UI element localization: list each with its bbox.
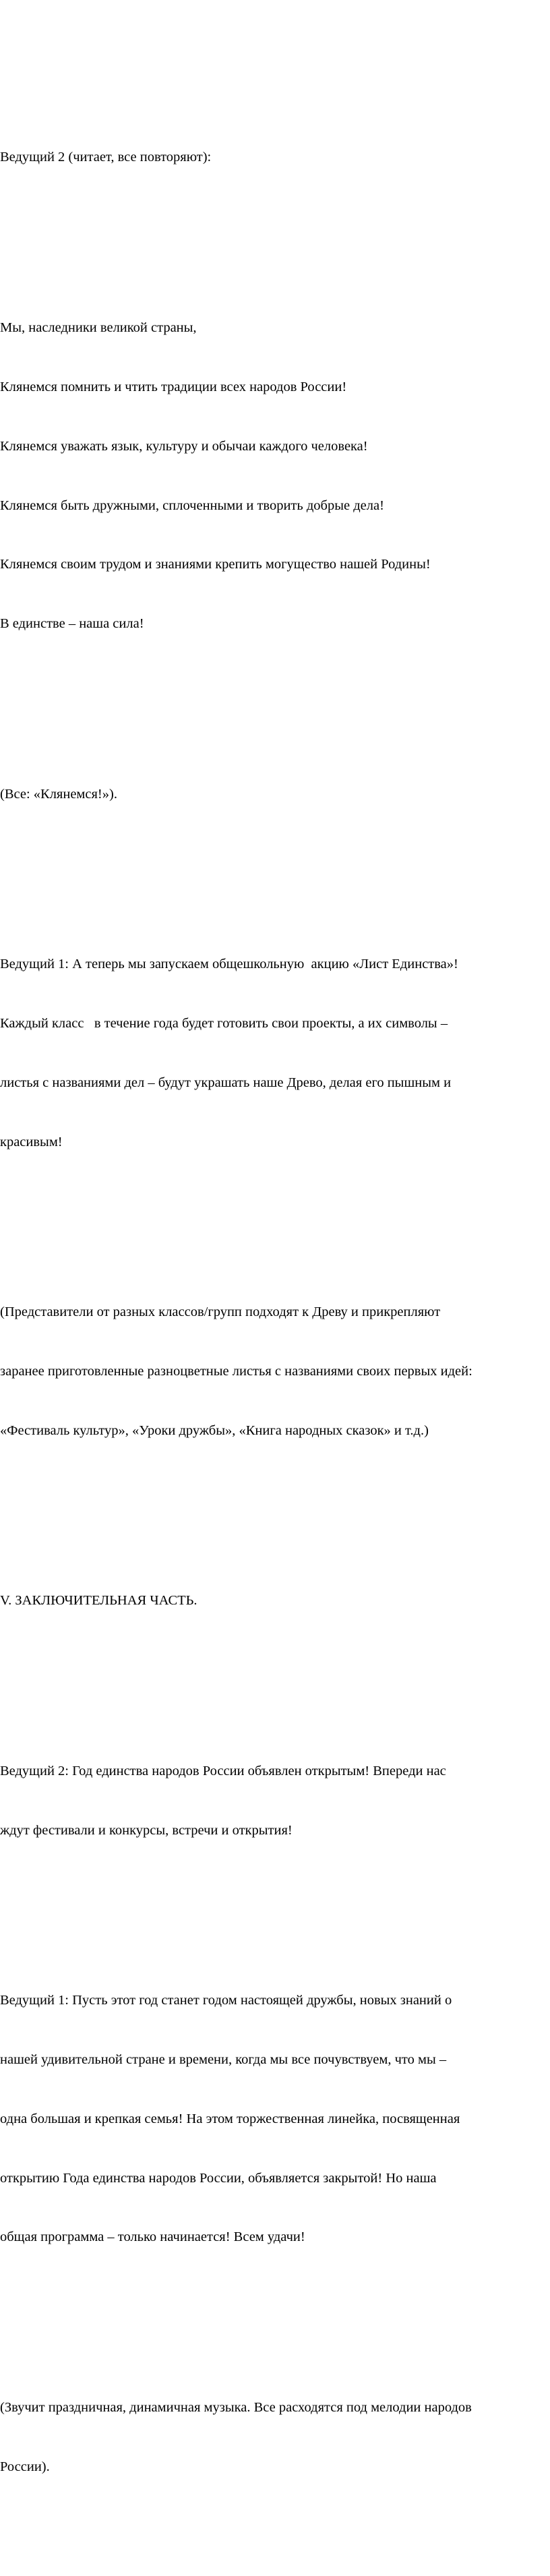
text-line: одна большая и крепкая семья! На этом торжественная линейка, посвященная: [0, 2111, 460, 2126]
text-line: Каждый класс в течение года будет готовить свои проекты, а их символы –: [0, 1015, 448, 1031]
text-line: Ведущий 2: Год единства народов России объявлен открытым! Впереди нас: [0, 1763, 446, 1778]
text-line: Ведущий 1: Пусть этот год станет годом настоящей дружбы, новых знаний о: [0, 1992, 452, 2008]
text-line: В единстве – наша сила!: [0, 616, 144, 632]
text-line: Клянемся помнить и чтить традиции всех народов России!: [0, 379, 347, 394]
text-line: нашей удивительной стране и времени, когда мы все почувствуем, что мы –: [0, 2051, 447, 2067]
text-line: Клянемся уважать язык, культуру и обычаи каждого человека!: [0, 438, 368, 454]
text-line: Мы, наследники великой страны,: [0, 320, 197, 335]
paragraph-all-response: [0, 745, 550, 843]
paragraph-host1-action: [0, 915, 550, 1191]
text-line: Ведущий 1: А теперь мы запускаем общешкольную акцию «Лист Единства»!: [0, 957, 458, 972]
paragraph-host2-intro: [0, 109, 550, 207]
text-line: красивым!: [0, 1134, 63, 1149]
text-line: России).: [0, 2459, 50, 2474]
text-line: общая программа – только начинается! Всем удачи!: [0, 2229, 305, 2245]
text-line: ждут фестивали и конкурсы, встречи и открытия!: [0, 1822, 293, 1838]
text-line: (Все: «Клянемся!»).: [0, 786, 117, 802]
text-line: открытию Года единства народов России, объявляется закрытой! Но наша: [0, 2170, 437, 2186]
section-heading-final-part: [0, 1552, 550, 1650]
text-line: заранее приготовленные разноцветные листья с названиями своих первых идей:: [0, 1364, 472, 1379]
text-line: листья с названиями дел – будут украшать наше Древо, делая его пышным и: [0, 1075, 452, 1090]
text-line: Клянемся быть дружными, сплоченными и творить добрые дела!: [0, 498, 384, 513]
text-line: Клянемся своим трудом и знаниями крепить могущество нашей Родины!: [0, 557, 431, 572]
text-line: «Фестиваль культур», «Уроки дружбы», «Книга народных сказок» и т.д.): [0, 1422, 429, 1438]
paragraph-oath: [0, 278, 550, 673]
paragraph-host2-opening: [0, 1722, 550, 1880]
paragraph-representatives: [0, 1263, 550, 1480]
text-line: V. ЗАКЛЮЧИТЕЛЬНАЯ ЧАСТЬ.: [0, 1593, 197, 1609]
text-line: (Представители от разных классов/групп подходят к Древу и прикрепляют: [0, 1305, 441, 1320]
paragraph-music-note: [0, 2358, 550, 2516]
text-line: (Звучит праздничная, динамичная музыка. Все расходятся под мелодии народов: [0, 2399, 472, 2415]
paragraph-host1-closing: [0, 1951, 550, 2287]
document-body: [0, 49, 550, 2576]
text-line: Ведущий 2 (читает, все повторяют):: [0, 150, 212, 165]
